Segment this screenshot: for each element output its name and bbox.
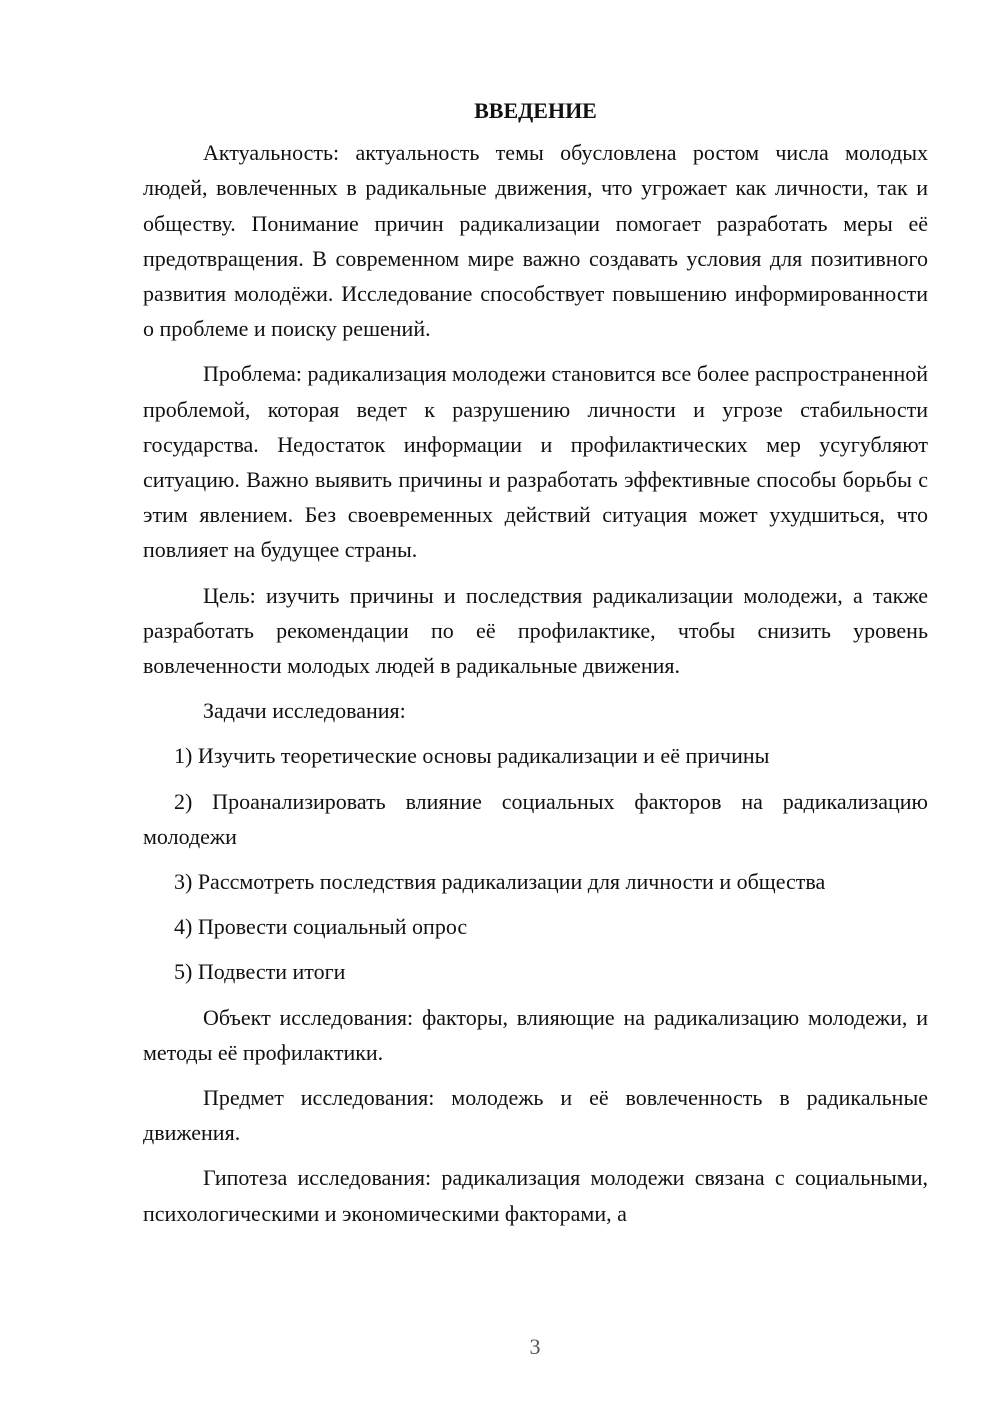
paragraph-tasks-heading: Задачи исследования: [203,698,406,724]
page-number: 3 [529,1334,541,1359]
paragraph-relevance: Актуальность: актуальность темы обусловлена ростом числа молодых людей, вовлеченных в радикальные движения, что угрожает как личности, так и обществу. Понимание причин радикализации помогает разработать меры её предотвращения. В современном мире важно создавать условия для позитивного развития молодёжи. Исследование способствует повышению информированности о проблеме и поиску решений. [143,140,928,342]
paragraph-problem: Проблема: радикализация молодежи становится все более распространенной проблемой, которая ведет к разрушению личности и угрозе стабильности государства. Недостаток информации и профилактических мер усугубляют ситуацию. Важно выявить причины и разработать эффективные способы борьбы с этим явлением. Без своевременных действий ситуация может ухудшиться, что повлияет на будущее страны. [143,361,928,563]
task-item-5: 5) Подвести итоги [174,959,346,985]
task-item-1: 1) Изучить теоретические основы радикализации и её причины [174,743,770,769]
task-item-3: 3) Рассмотреть последствия радикализации для личности и общества [174,869,826,895]
page-content [143,93,928,1241]
paragraph-object: Объект исследования: факторы, влияющие на радикализацию молодежи, и методы её профилактики. [143,1004,928,1065]
task-item-2: 2) Проанализировать влияние социальных факторов на радикализацию молодежи [143,788,928,849]
paragraph-subject: Предмет исследования: молодежь и её вовлеченность в радикальные движения. [143,1085,928,1146]
paragraph-goal: Цель: изучить причины и последствия радикализации молодежи, а также разработать рекомендации по её профилактике, чтобы снизить уровень вовлеченности молодых людей в радикальные движения. [143,582,928,679]
page-title: ВВЕДЕНИЕ [474,98,597,123]
task-item-4: 4) Провести социальный опрос [174,914,468,940]
paragraph-hypothesis: Гипотеза исследования: радикализация молодежи связана с социальными, психологическими и экономическими факторами, а [143,1165,928,1226]
